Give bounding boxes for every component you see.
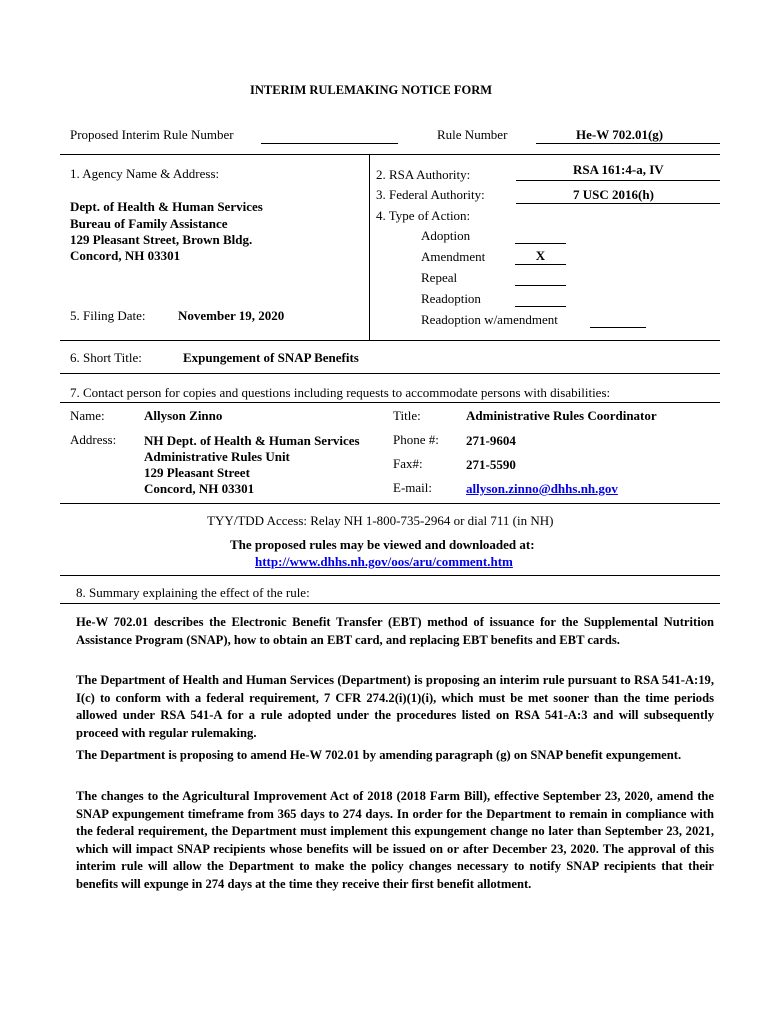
action-readoption-amend: Readoption w/amendment — [421, 312, 558, 327]
contact-fax-value: 271-5590 — [466, 457, 516, 472]
proposed-rule-line — [261, 143, 398, 144]
contact-title-label: Title: — [393, 408, 421, 423]
rule-number-line — [536, 143, 720, 144]
contact-heading: 7. Contact person for copies and questions including requests to accommodate persons with disabilities: — [70, 385, 611, 400]
proposed-rule-label: Proposed Interim Rule Number — [70, 127, 234, 142]
contact-email-link[interactable]: allyson.zinno@dhhs.nh.gov — [466, 481, 618, 496]
rsa-value: RSA 161:4-a, IV — [573, 162, 664, 177]
summary-rule — [60, 603, 720, 604]
adoption-blank — [515, 243, 566, 244]
agency-label: 1. Agency Name & Address: — [70, 166, 220, 181]
contact-phone-value: 271-9604 — [466, 433, 516, 448]
federal-line — [516, 203, 720, 204]
amendment-mark: X — [535, 248, 546, 263]
summary-paragraph-2: The Department of Health and Human Services (Department) is proposing an interim rule pursuant to RSA 541-A:19, I(c) to conform with a federal requirement, 7 CFR 274.2(i)(1)(i), which must be met sooner than the time periods allowed under RSA 541-A for a rule adopted under the procedures listed on RSA 541-A:3 and will subsequently proceed with regular rulemaking. — [76, 673, 714, 740]
box-divider — [369, 154, 370, 340]
view-line: The proposed rules may be viewed and downloaded at: — [230, 537, 535, 552]
action-adoption: Adoption — [421, 228, 471, 243]
agency-line4: Concord, NH 03301 — [70, 248, 181, 263]
agency-line2: Bureau of Family Assistance — [70, 216, 228, 231]
federal-label: 3. Federal Authority: — [376, 187, 485, 202]
action-repeal: Repeal — [421, 270, 458, 285]
agency-line3: 129 Pleasant Street, Brown Bldg. — [70, 232, 253, 247]
rule-number-value: He-W 702.01(g) — [576, 127, 664, 142]
readoption-blank — [515, 306, 566, 307]
contact-address-line2: Administrative Rules Unit — [144, 449, 290, 464]
federal-value: 7 USC 2016(h) — [573, 187, 654, 202]
form-title: INTERIM RULEMAKING NOTICE FORM — [250, 83, 493, 97]
box-top-border — [60, 154, 720, 155]
contact-phone-label: Phone #: — [393, 432, 439, 447]
contact-fax-label: Fax#: — [393, 456, 423, 471]
contact-rule — [60, 402, 720, 403]
filing-date-value: November 19, 2020 — [178, 308, 285, 323]
contact-address-line3: 129 Pleasant Street — [144, 465, 250, 480]
contact-address-line1: NH Dept. of Health & Human Services — [144, 433, 360, 448]
filing-date-label: 5. Filing Date: — [70, 308, 146, 323]
amendment-blank — [515, 264, 566, 265]
view-url-link[interactable]: http://www.dhhs.nh.gov/oos/aru/comment.htm — [255, 554, 513, 569]
action-readoption: Readoption — [421, 291, 481, 306]
summary-paragraph-3: The Department is proposing to amend He-W 702.01 by amending paragraph (g) on SNAP benefit expungement. — [76, 748, 682, 762]
contact-email-label: E-mail: — [393, 480, 432, 495]
action-label: 4. Type of Action: — [376, 208, 471, 223]
contact-title-value: Administrative Rules Coordinator — [466, 408, 657, 423]
rsa-label: 2. RSA Authority: — [376, 167, 471, 182]
rsa-line — [516, 180, 720, 181]
summary-paragraph-4: The changes to the Agricultural Improvement Act of 2018 (2018 Farm Bill), effective September 23, 2020, amend the SNAP expungement timeframe from 365 days to 274 days. In order for the Department to remain in compliance with the federal requirement, the Department must implement this expungement change no later than September 23, 2021, which will impact SNAP recipients whose benefits will be issued on or after December 23, 2020. The approval of this interim rule will allow the Department to make the policy changes necessary to notify SNAP recipients that their benefits will expunge in 274 days at the time they receive their first benefit allotment. — [76, 789, 714, 891]
contact-name-value: Allyson Zinno — [144, 408, 223, 423]
contact-address-line4: Concord, NH 03301 — [144, 481, 255, 496]
rule-number-label: Rule Number — [437, 127, 508, 142]
short-title-value: Expungement of SNAP Benefits — [183, 350, 359, 365]
agency-line1: Dept. of Health & Human Services — [70, 199, 263, 214]
box-bottom-border — [60, 340, 720, 341]
contact-address-label: Address: — [70, 432, 117, 447]
short-title-label: 6. Short Title: — [70, 350, 142, 365]
summary-paragraph-1: He-W 702.01 describes the Electronic Benefit Transfer (EBT) method of issuance for the Supplemental Nutrition Assistance Program (SNAP), how to obtain an EBT card, and replacing EBT benefits and EBT cards. — [76, 615, 714, 647]
contact-name-label: Name: — [70, 408, 105, 423]
short-title-rule — [60, 373, 720, 374]
summary-top-rule — [60, 575, 720, 576]
summary-label: 8. Summary explaining the effect of the rule: — [76, 585, 310, 600]
action-amendment: Amendment — [421, 249, 486, 264]
contact-bottom-rule — [60, 503, 720, 504]
readoption-amend-blank — [590, 327, 646, 328]
tty-line: TYY/TDD Access: Relay NH 1-800-735-2964 or dial 711 (in NH) — [207, 513, 554, 528]
repeal-blank — [515, 285, 566, 286]
